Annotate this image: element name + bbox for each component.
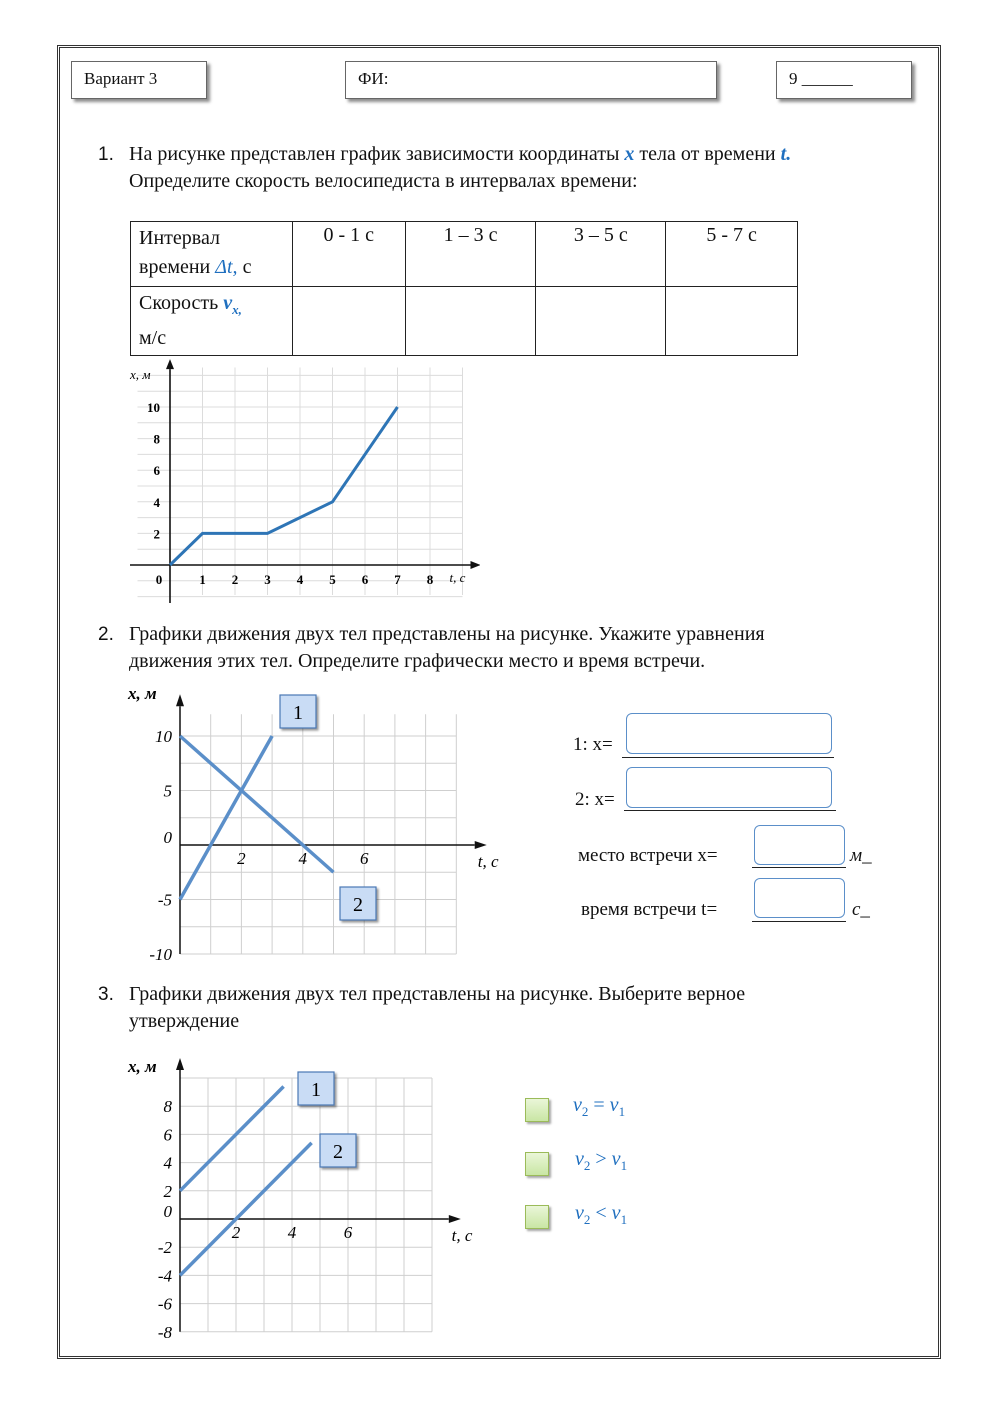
x-tick-label: 2 — [231, 1223, 241, 1242]
meet-x-underline — [752, 867, 846, 868]
opt1-op: = — [588, 1094, 610, 1116]
x-tick-label: 4 — [296, 572, 304, 587]
opt3-b: v — [611, 1202, 621, 1224]
velocity-table — [130, 221, 798, 356]
y-tick-label: 0 — [163, 1202, 172, 1221]
x-tick-label: 0 — [155, 572, 163, 587]
y-tick-label: -5 — [157, 890, 172, 910]
y-axis-label: x, м — [128, 1057, 157, 1076]
interval-label-b: времени — [139, 256, 216, 278]
q2-line2: движения этих тел. Определите графически место и время встречи. — [129, 650, 706, 672]
y-axis-label: x, м — [130, 367, 151, 382]
y-tick-label: 10 — [155, 727, 172, 746]
y-tick-label: 0 — [163, 828, 172, 847]
x-axis-arrow — [449, 1215, 461, 1223]
x-tick-label: 6 — [343, 1223, 353, 1242]
q1-line1-pre: На рисунке представлен график зависимости координаты — [129, 143, 625, 165]
x-tick-label: 4 — [298, 849, 308, 868]
q1-line2: Определите скорость велосипедиста в интервалах времени: — [129, 170, 638, 192]
velocity-var: v — [223, 292, 233, 314]
eq1-underline — [622, 757, 834, 758]
question-1-number: 1. — [98, 144, 114, 165]
meet-t-input[interactable] — [754, 878, 845, 918]
q1-line1-mid: тела от времени — [634, 143, 781, 165]
opt3-a-sub: 2 — [583, 1212, 591, 1227]
opt3-op: < — [590, 1202, 612, 1224]
q1-line1-end: . — [786, 143, 792, 165]
eq1-label — [573, 734, 613, 756]
question-2 — [98, 621, 938, 681]
option-checkbox-3[interactable] — [525, 1205, 549, 1229]
x-axis-label: t, с — [451, 1226, 473, 1245]
x-tick-label: 3 — [264, 572, 271, 587]
y-tick-label: 2 — [153, 526, 160, 542]
x-axis-arrow — [471, 561, 481, 569]
eq1-input[interactable] — [626, 713, 832, 754]
velocity-sub: x, — [232, 302, 242, 317]
x-axis-arrow — [475, 841, 487, 849]
x-tick-label: 4 — [287, 1223, 297, 1242]
q1-var-t: t — [780, 143, 787, 165]
velocity-answer-cell[interactable] — [405, 287, 536, 356]
velocity-label: Скорость — [139, 292, 224, 314]
interval-cell: 0 - 1 с — [292, 222, 405, 287]
delta-t-var: Δt, — [215, 256, 238, 278]
y-axis-arrow — [176, 1058, 184, 1070]
meet-x-unit: м_ — [850, 845, 872, 866]
eq2-input[interactable] — [626, 767, 832, 808]
y-tick-label: 5 — [163, 781, 172, 801]
q1-var-x: x — [624, 143, 635, 165]
q3-line2: утверждение — [129, 1010, 240, 1032]
y-axis-label: x, м — [128, 684, 157, 703]
eq2-text: 2: x= — [575, 789, 615, 810]
option-checkbox-2[interactable] — [525, 1152, 549, 1176]
question-2-number: 2. — [98, 624, 114, 645]
meet-t-underline — [752, 921, 846, 922]
y-tick-label: 8 — [153, 431, 160, 447]
option-label-1 — [573, 1094, 625, 1120]
velocity-answer-cell[interactable] — [292, 287, 405, 356]
opt2-b: v — [611, 1148, 621, 1170]
interval-unit: с — [237, 256, 252, 278]
chart-1 — [120, 355, 480, 610]
interval-label-a: Интервал — [139, 227, 220, 249]
series-label-2: 2 — [353, 894, 363, 916]
option-checkbox-1[interactable] — [525, 1098, 549, 1122]
opt1-b: v — [609, 1094, 619, 1116]
x-tick-label: 2 — [237, 849, 246, 868]
series-label-1: 1 — [311, 1079, 321, 1101]
interval-cell: 5 - 7 с — [666, 222, 798, 287]
q3-line1: Графики движения двух тел представлены на рисунке. Выберите верное — [129, 983, 746, 1005]
series-label-1: 1 — [293, 702, 303, 724]
grade-label: 9 ______ — [789, 69, 853, 88]
variant-label: Вариант 3 — [84, 69, 158, 88]
y-tick-label: 6 — [153, 463, 160, 479]
eq2-underline — [624, 810, 836, 811]
eq1-text: 1: x= — [573, 734, 613, 755]
q2-line1: Графики движения двух тел представлены на рисунке. Укажите уравнения — [129, 623, 765, 645]
interval-header — [131, 222, 293, 287]
opt2-b-sub: 1 — [620, 1158, 628, 1173]
x-tick-label: 7 — [394, 572, 401, 587]
y-tick-label: 4 — [163, 1153, 172, 1173]
opt3-a: v — [575, 1202, 584, 1224]
variant-box — [71, 61, 207, 99]
y-axis-arrow — [176, 694, 184, 706]
interval-cell: 1 – 3 с — [405, 222, 536, 287]
velocity-unit: м/с — [139, 327, 167, 349]
name-label: ФИ: — [358, 69, 389, 88]
x-tick-label: 8 — [426, 572, 434, 587]
opt3-b-sub: 1 — [620, 1212, 628, 1227]
meet-t-text: время встречи t= — [581, 899, 718, 920]
option-label-3 — [575, 1202, 627, 1228]
y-tick-label: -6 — [157, 1294, 172, 1314]
y-tick-label: -10 — [149, 945, 172, 964]
y-tick-label: -8 — [157, 1322, 172, 1342]
opt1-a: v — [573, 1094, 582, 1116]
x-tick-label: 6 — [359, 849, 369, 868]
meet-t-unit: с_ — [852, 899, 870, 920]
y-tick-label: 6 — [163, 1125, 172, 1145]
velocity-answer-cell[interactable] — [536, 287, 666, 356]
question-3 — [98, 981, 938, 1041]
meet-x-text: место встречи x= — [578, 845, 718, 866]
name-field[interactable] — [345, 61, 717, 99]
question-3-text — [129, 981, 745, 1035]
y-tick-label: 4 — [153, 494, 160, 510]
series-line-2 — [180, 736, 334, 872]
meet-x-input[interactable] — [754, 825, 845, 865]
question-3-number: 3. — [98, 984, 114, 1005]
opt1-a-sub: 2 — [581, 1104, 589, 1119]
option-label-2 — [575, 1148, 627, 1174]
opt1-b-sub: 1 — [618, 1104, 626, 1119]
x-tick-label: 2 — [231, 572, 239, 587]
x-tick-label: 1 — [199, 572, 206, 587]
opt2-a-sub: 2 — [583, 1158, 591, 1173]
meet-t-label — [581, 899, 717, 921]
x-axis-label: t, с — [477, 852, 499, 871]
opt2-op: > — [590, 1148, 612, 1170]
interval-cell: 3 – 5 с — [536, 222, 666, 287]
velocity-header — [131, 287, 293, 356]
y-tick-label: 10 — [147, 400, 160, 415]
x-axis-label: t, с — [449, 570, 466, 585]
meet-x-label — [578, 845, 718, 867]
question-1-text — [129, 141, 791, 195]
y-tick-label: 8 — [163, 1097, 172, 1117]
y-axis-arrow — [166, 359, 174, 369]
series-label-2: 2 — [333, 1141, 343, 1163]
velocity-answer-cell[interactable] — [666, 287, 798, 356]
chart-2 — [120, 675, 500, 980]
chart-3 — [120, 1048, 500, 1350]
question-2-text — [129, 621, 765, 675]
y-tick-label: -4 — [157, 1266, 172, 1286]
x-tick-label: 6 — [361, 572, 369, 587]
grade-box[interactable] — [776, 61, 912, 99]
eq2-label — [575, 789, 615, 811]
y-tick-label: -2 — [157, 1238, 172, 1258]
opt2-a: v — [575, 1148, 584, 1170]
series-line-1 — [180, 1086, 284, 1190]
y-tick-label: 2 — [163, 1181, 172, 1201]
x-tick-label: 5 — [329, 572, 336, 587]
question-1 — [98, 141, 938, 201]
